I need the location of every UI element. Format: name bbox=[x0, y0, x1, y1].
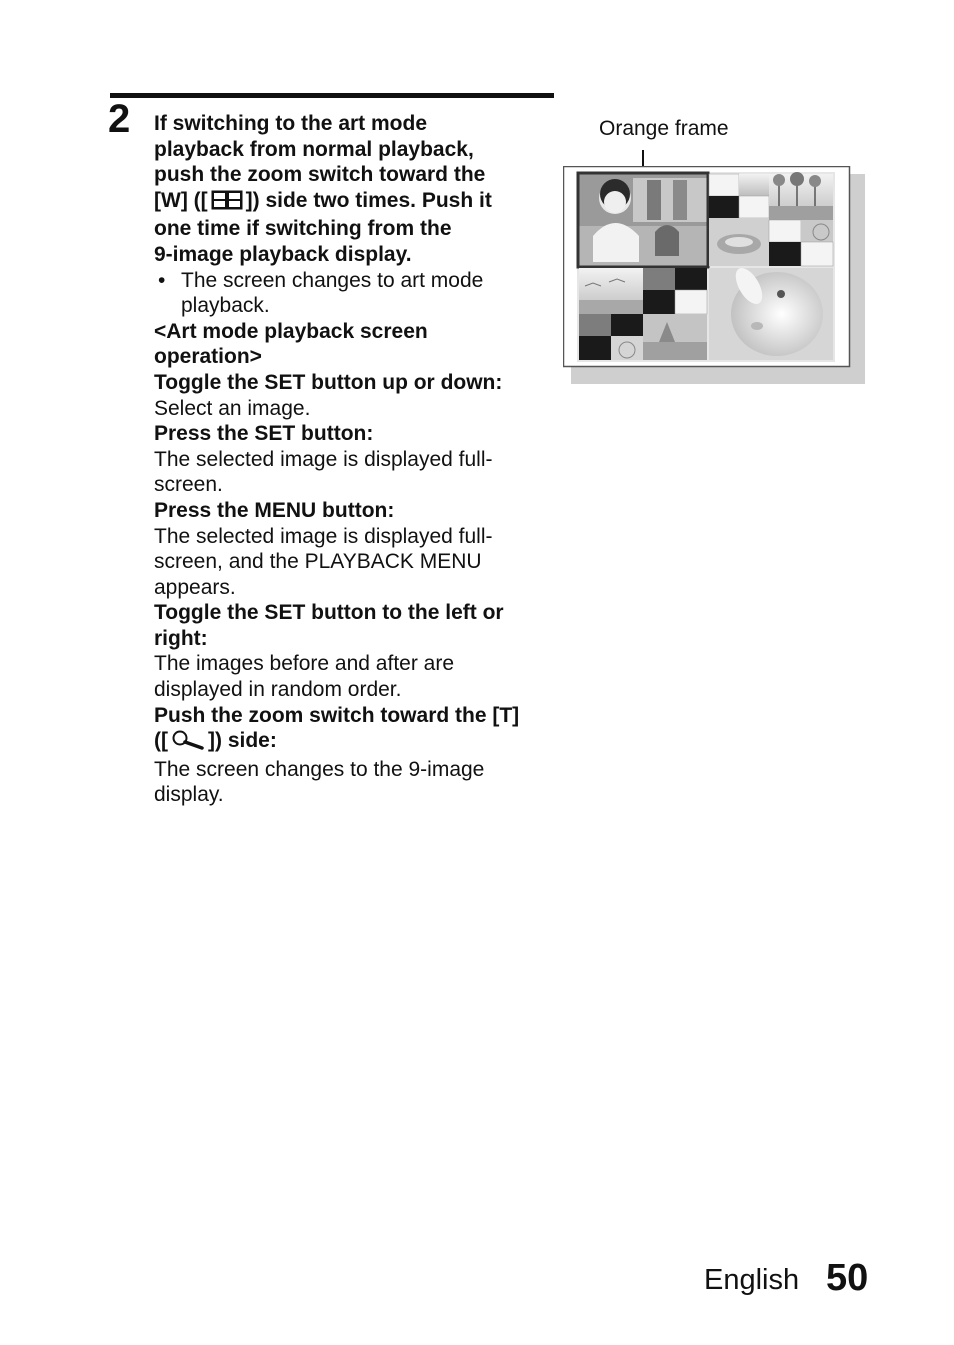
section-title: operation> bbox=[154, 345, 262, 369]
op-title-part: ]) side: bbox=[208, 729, 277, 753]
heading-line: one time if switching from the bbox=[154, 217, 452, 241]
art-mode-screen-figure bbox=[563, 166, 868, 393]
op-title: Press the SET button: bbox=[154, 422, 374, 446]
op-desc: display. bbox=[154, 783, 224, 807]
op-desc: The screen changes to the 9-image bbox=[154, 757, 485, 781]
orange-frame-callout: Orange frame bbox=[599, 117, 729, 140]
step-number: 2 bbox=[108, 97, 131, 141]
heading-line-part: ]) side two times. Push it bbox=[245, 188, 492, 212]
op-desc: screen. bbox=[154, 473, 223, 497]
section-title: <Art mode playback screen bbox=[154, 319, 428, 343]
op-title: Toggle the SET button to the left or bbox=[154, 601, 504, 625]
thumbnail-rabbit-photo bbox=[709, 264, 833, 360]
zoom-magnifier-icon bbox=[171, 730, 205, 757]
op-title-part: ([ bbox=[154, 729, 168, 753]
op-desc: The images before and after are bbox=[154, 652, 455, 676]
heading-line-part: [W] ([ bbox=[154, 188, 208, 212]
heading-line: push the zoom switch toward the bbox=[154, 163, 486, 187]
thumbnail-child-photo bbox=[579, 174, 707, 266]
op-desc: screen, and the PLAYBACK MENU bbox=[154, 550, 482, 574]
bullet-text-line: playback. bbox=[181, 294, 270, 318]
heading-line: playback from normal playback, bbox=[154, 137, 474, 161]
op-desc: The selected image is displayed full- bbox=[154, 524, 493, 548]
op-title-with-icon bbox=[154, 728, 549, 757]
bullet-mark: • bbox=[158, 268, 166, 292]
heading-line: If switching to the art mode bbox=[154, 112, 428, 135]
top-rule bbox=[110, 93, 554, 98]
thumbnail-mosaic-top-right bbox=[709, 172, 833, 266]
heading-line: 9-image playback display. bbox=[154, 242, 412, 266]
footer-language: English bbox=[704, 1264, 800, 1296]
op-desc: The selected image is displayed full- bbox=[154, 447, 493, 471]
bullet-text-line: The screen changes to art mode bbox=[181, 268, 484, 292]
index-grid-icon bbox=[211, 190, 243, 217]
heading-line-with-icon bbox=[154, 188, 549, 217]
page-number: 50 bbox=[826, 1257, 869, 1299]
op-desc: Select an image. bbox=[154, 396, 311, 420]
op-title: Toggle the SET button up or down: bbox=[154, 370, 503, 394]
op-title: right: bbox=[154, 626, 208, 650]
op-title: Press the MENU button: bbox=[154, 498, 395, 522]
step-content bbox=[154, 111, 549, 808]
bullet-item bbox=[154, 268, 549, 319]
op-desc: displayed in random order. bbox=[154, 678, 402, 702]
thumbnail-mosaic-bottom-left bbox=[579, 268, 707, 360]
op-title: Push the zoom switch toward the [T] bbox=[154, 703, 520, 727]
op-desc: appears. bbox=[154, 575, 236, 599]
art-mode-screen bbox=[563, 166, 868, 388]
